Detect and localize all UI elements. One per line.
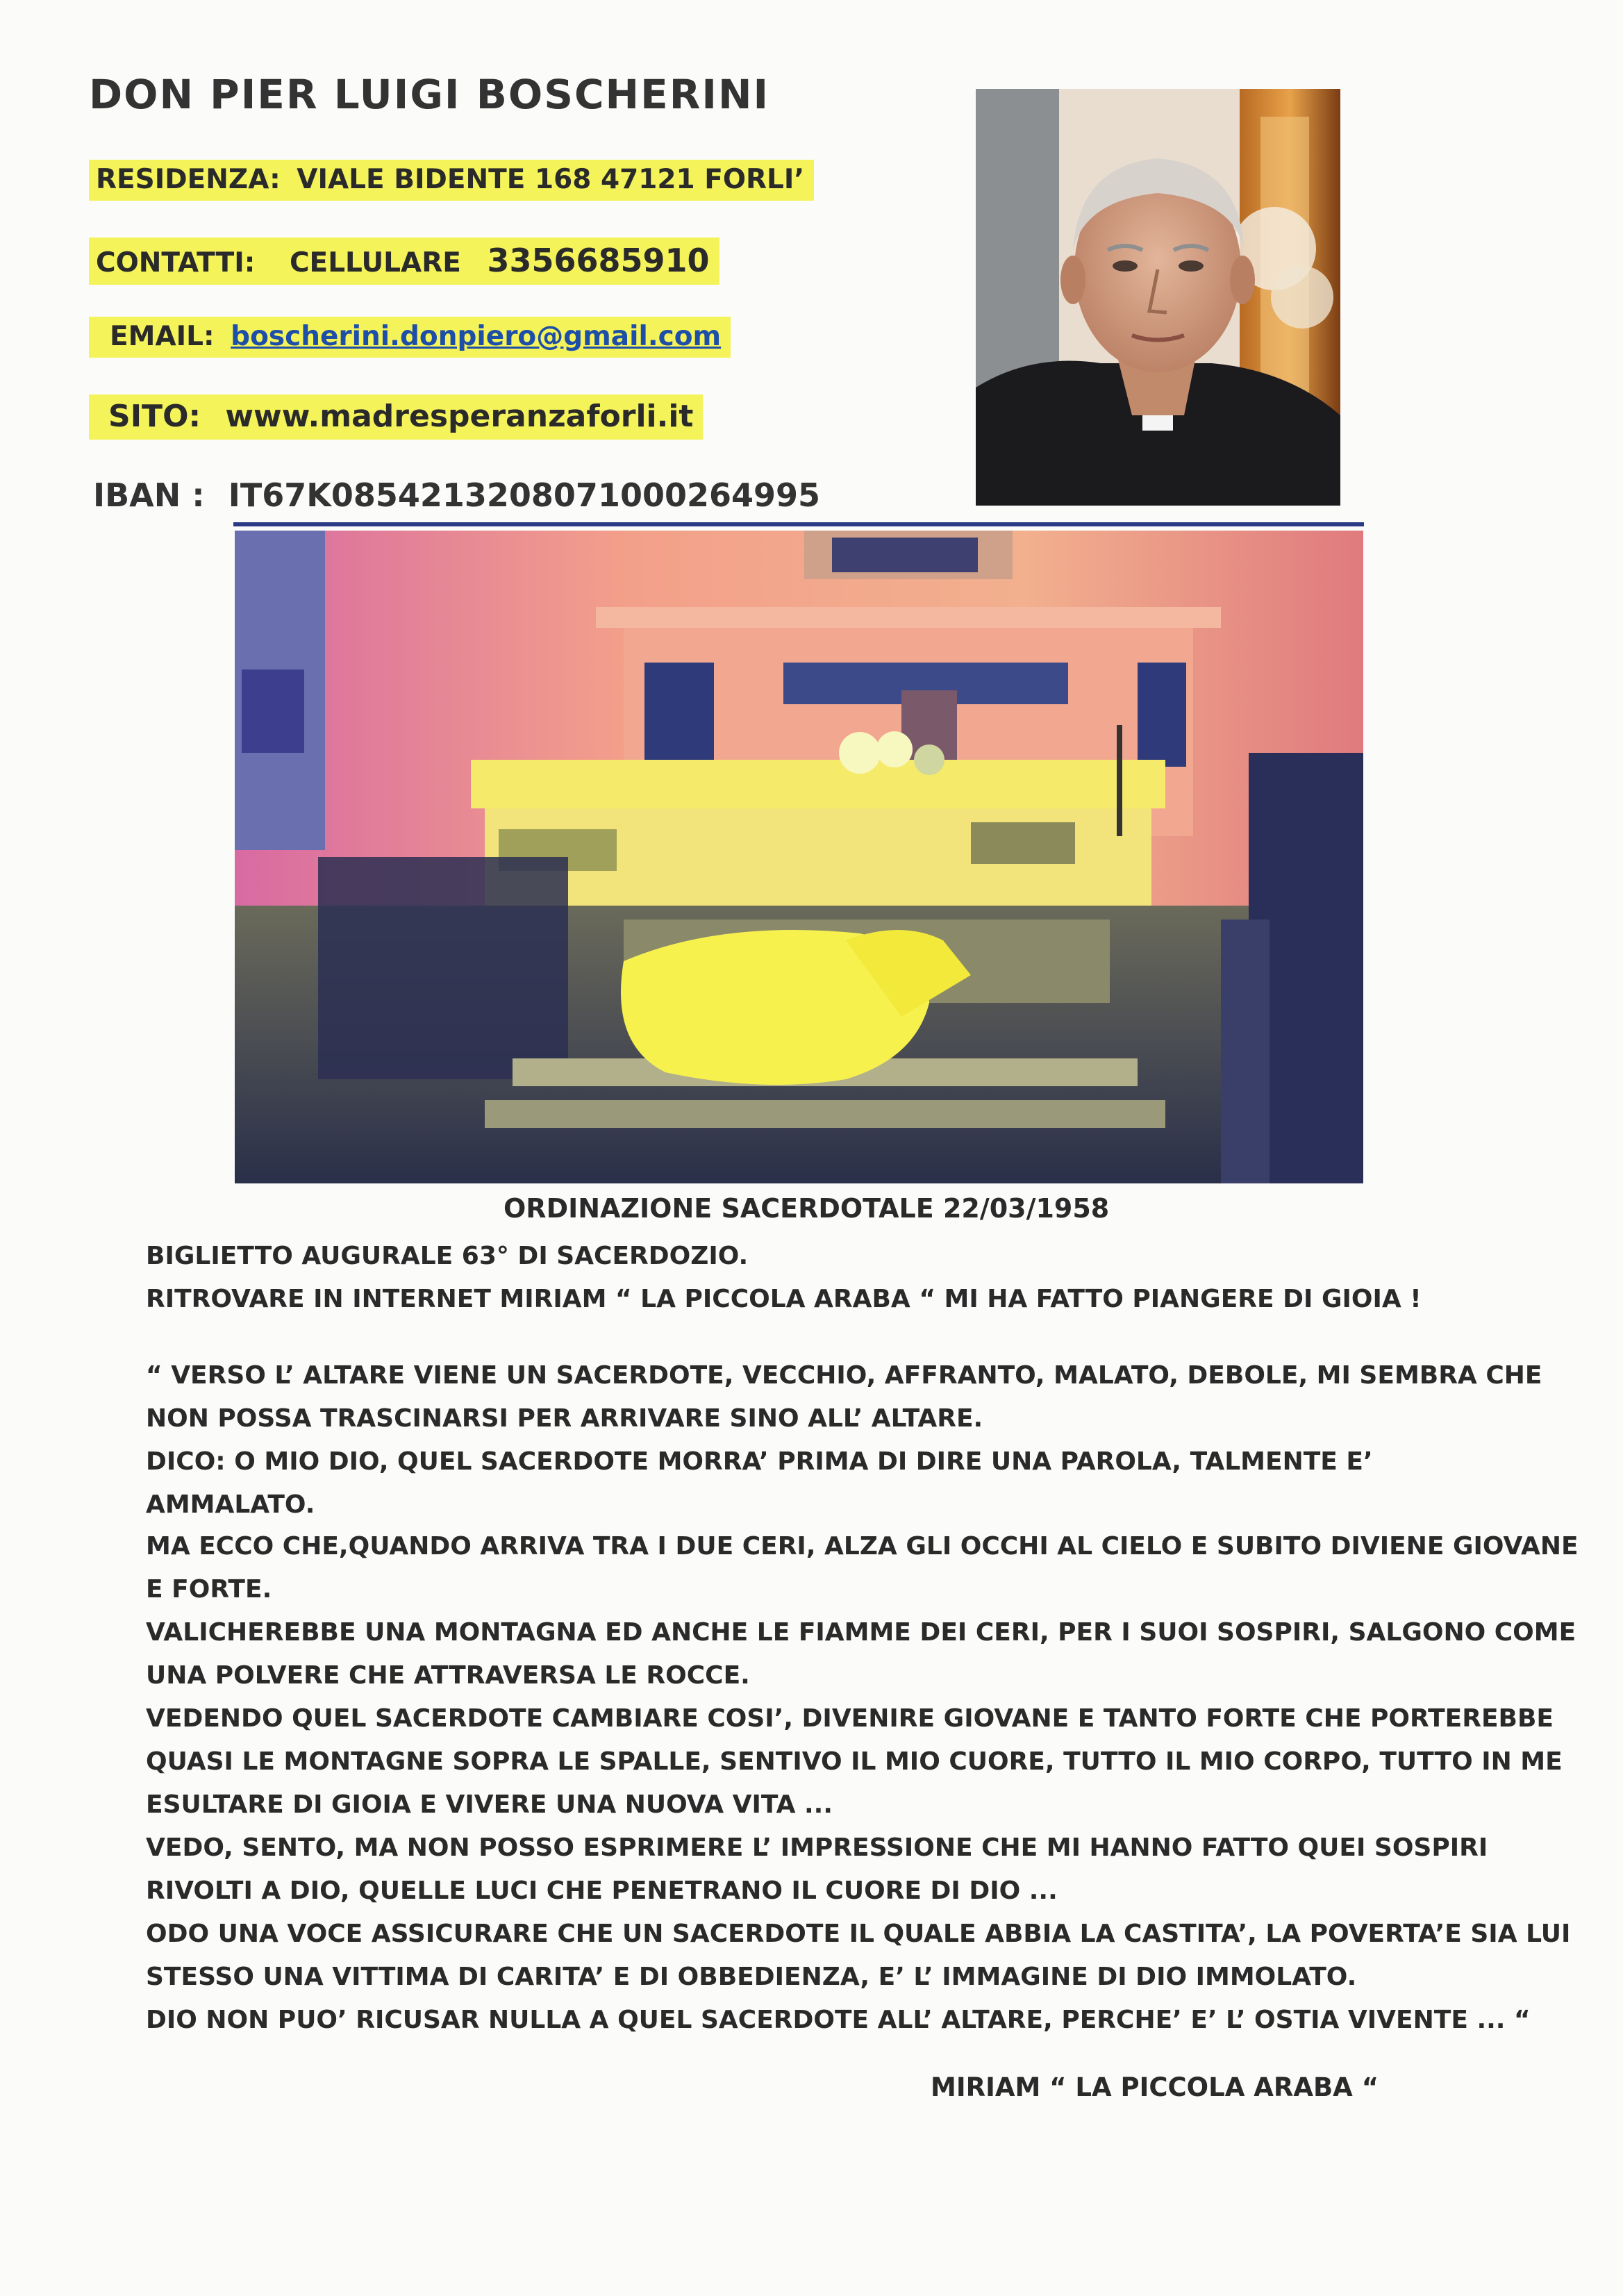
quote-line: MA ECCO CHE,QUANDO ARRIVA TRA I DUE CERI, ALZA GLI OCCHI AL CIELO E SUBITO DIVIENE GIOVANE (146, 1532, 1579, 1561)
quote-line: ESULTARE DI GIOIA E VIVERE UNA NUOVA VITA ... (146, 1790, 833, 1819)
altar-photo (235, 531, 1363, 1183)
page-title: DON PIER LUIGI BOSCHERINI (89, 71, 770, 118)
contacts-label: CONTATTI: (96, 247, 256, 278)
phone-value: 3356685910 (487, 242, 710, 279)
email-line (89, 317, 731, 358)
iban-line (93, 476, 820, 514)
quote-line: “ VERSO L’ ALTARE VIENE UN SACERDOTE, VECCHIO, AFFRANTO, MALATO, DEBOLE, MI SEMBRA CHE (146, 1361, 1542, 1390)
photo-caption: ORDINAZIONE SACERDOTALE 22/03/1958 (503, 1193, 1110, 1224)
quote-line: STESSO UNA VITTIMA DI CARITA’ E DI OBBEDIENZA, E’ L’ IMMAGINE DI DIO IMMOLATO. (146, 1963, 1357, 1991)
divider-line (233, 522, 1364, 526)
email-label: EMAIL: (110, 321, 215, 352)
quote-line: E FORTE. (146, 1575, 272, 1604)
contacts-line (89, 238, 719, 285)
quote-line: DICO: O MIO DIO, QUEL SACERDOTE MORRA’ PRIMA DI DIRE UNA PAROLA, TALMENTE E’ (146, 1447, 1373, 1476)
altar-scene-illustration (235, 531, 1363, 1183)
portrait-photo (976, 89, 1340, 506)
quote-signature: MIRIAM “ LA PICCOLA ARABA “ (931, 2072, 1379, 2102)
phone-label: CELLULARE (289, 247, 461, 278)
residence-line (89, 160, 814, 201)
quote-line: QUASI LE MONTAGNE SOPRA LE SPALLE, SENTIVO IL MIO CUORE, TUTTO IL MIO CORPO, TUTTO IN ME (146, 1747, 1563, 1776)
quote-line: DIO NON PUO’ RICUSAR NULLA A QUEL SACERDOTE ALL’ ALTARE, PERCHE’ E’ L’ OSTIA VIVENTE ... “ (146, 2006, 1531, 2034)
site-value: www.madresperanzaforli.it (225, 399, 694, 434)
email-link[interactable]: boscherini.donpiero@gmail.com (231, 321, 722, 352)
quote-line: UNA POLVERE CHE ATTRAVERSA LE ROCCE. (146, 1661, 750, 1690)
iban-value: IT67K0854213208071000264995 (228, 476, 821, 514)
quote-line: RIVOLTI A DIO, QUELLE LUCI CHE PENETRANO IL CUORE DI DIO ... (146, 1877, 1058, 1905)
iban-label: IBAN : (93, 476, 205, 514)
residence-value: VIALE BIDENTE 168 47121 FORLI’ (297, 164, 805, 195)
quote-line: VEDO, SENTO, MA NON POSSO ESPRIMERE L’ IMPRESSIONE CHE MI HANNO FATTO QUEI SOSPIRI (146, 1833, 1488, 1862)
quote-line: VALICHEREBBE UNA MONTAGNA ED ANCHE LE FIAMME DEI CERI, PER I SUOI SOSPIRI, SALGONO COME (146, 1618, 1576, 1647)
quote-line: ODO UNA VOCE ASSICURARE CHE UN SACERDOTE IL QUALE ABBIA LA CASTITA’, LA POVERTA’E SIA LUI (146, 1920, 1571, 1948)
intro-line-2: RITROVARE IN INTERNET MIRIAM “ LA PICCOLA ARABA “ MI HA FATTO PIANGERE DI GIOIA ! (146, 1285, 1422, 1313)
site-line (89, 394, 703, 440)
intro-line-1: BIGLIETTO AUGURALE 63° DI SACERDOZIO. (146, 1242, 749, 1270)
quote-line: AMMALATO. (146, 1490, 315, 1519)
quote-line: NON POSSA TRASCINARSI PER ARRIVARE SINO ALL’ ALTARE. (146, 1404, 983, 1433)
quote-line: VEDENDO QUEL SACERDOTE CAMBIARE COSI’, DIVENIRE GIOVANE E TANTO FORTE CHE PORTEREBBE (146, 1704, 1554, 1733)
site-label: SITO: (108, 399, 201, 434)
residence-label: RESIDENZA: (96, 164, 281, 195)
priest-portrait-illustration (976, 89, 1340, 506)
